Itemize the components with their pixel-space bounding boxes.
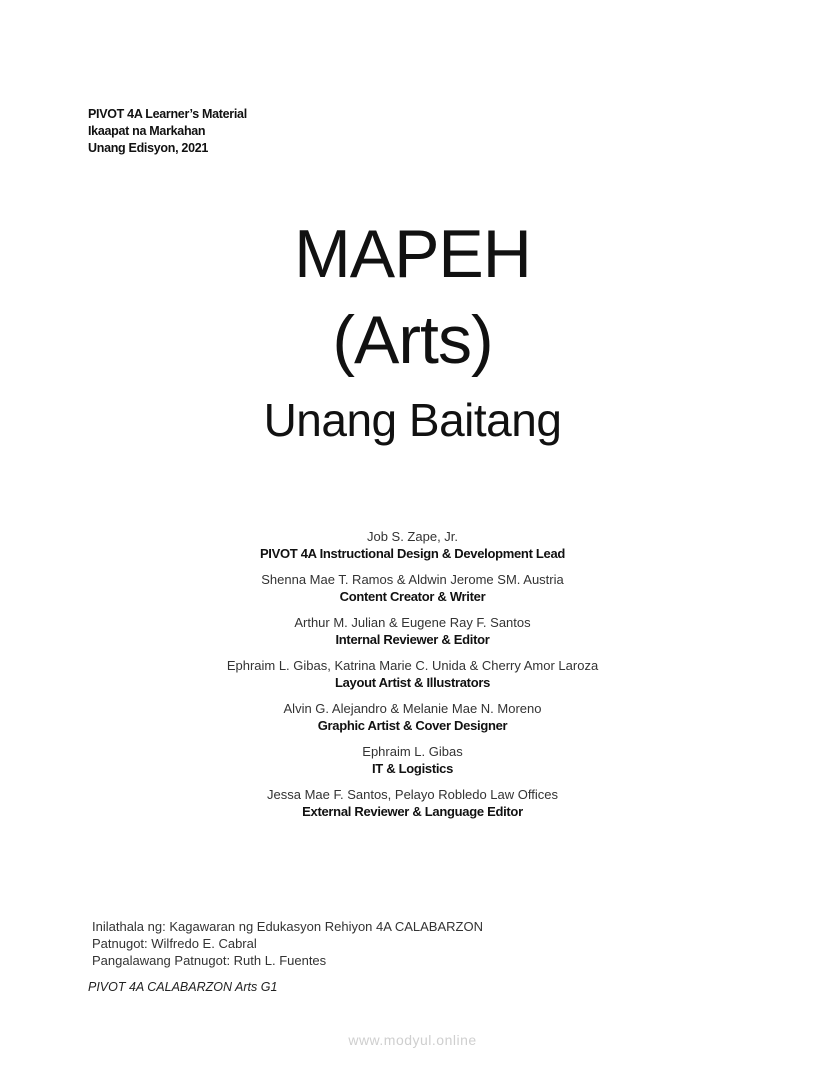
publisher-info [92, 918, 483, 969]
credit-entry-design-lead [0, 528, 825, 562]
assistant-editor-line: Pangalawang Patnugot: Ruth L. Fuentes [92, 953, 327, 968]
credit-role: Content Creator & Writer [339, 589, 486, 604]
publisher-line: Inilathala ng: Kagawaran ng Edukasyon Rehiyon 4A CALABARZON [92, 919, 483, 934]
credit-entry-graphic-artist [0, 700, 825, 734]
credit-role: PIVOT 4A Instructional Design & Development Lead [259, 546, 566, 561]
credit-role: IT & Logistics [371, 761, 454, 776]
edition-line-year: Unang Edisyon, 2021 [88, 141, 209, 155]
credits-list [0, 528, 825, 829]
credit-names: Job S. Zape, Jr. [366, 529, 459, 544]
credit-entry-writer [0, 571, 825, 605]
credit-role: Internal Reviewer & Editor [335, 632, 490, 647]
watermark: www.modyul.online [348, 1032, 477, 1048]
credit-role: Layout Artist & Illustrators [334, 675, 491, 690]
grade-level: Unang Baitang [263, 394, 562, 446]
footer-label: PIVOT 4A CALABARZON Arts G1 [88, 980, 278, 994]
credit-role: External Reviewer & Language Editor [302, 804, 523, 819]
edition-info [88, 106, 247, 157]
credit-role: Graphic Artist & Cover Designer [317, 718, 508, 733]
credit-names: Jessa Mae F. Santos, Pelayo Robledo Law Offices [267, 787, 558, 802]
subject-subtitle: (Arts) [332, 302, 493, 378]
credit-names: Alvin G. Alejandro & Melanie Mae N. Moreno [283, 701, 542, 716]
subject-title: MAPEH [294, 216, 531, 292]
credit-entry-layout-artist [0, 657, 825, 691]
credit-names: Shenna Mae T. Ramos & Aldwin Jerome SM. Austria [261, 572, 564, 587]
credit-names: Arthur M. Julian & Eugene Ray F. Santos [294, 615, 531, 630]
credit-names: Ephraim L. Gibas [362, 744, 463, 759]
credit-entry-external-reviewer [0, 786, 825, 820]
edition-line-material: PIVOT 4A Learner’s Material [88, 107, 247, 121]
credit-entry-it-logistics [0, 743, 825, 777]
edition-line-quarter: Ikaapat na Markahan [88, 124, 206, 138]
editor-line: Patnugot: Wilfredo E. Cabral [92, 936, 257, 951]
credit-entry-internal-reviewer [0, 614, 825, 648]
credit-names: Ephraim L. Gibas, Katrina Marie C. Unida & Cherry Amor Laroza [226, 658, 599, 673]
